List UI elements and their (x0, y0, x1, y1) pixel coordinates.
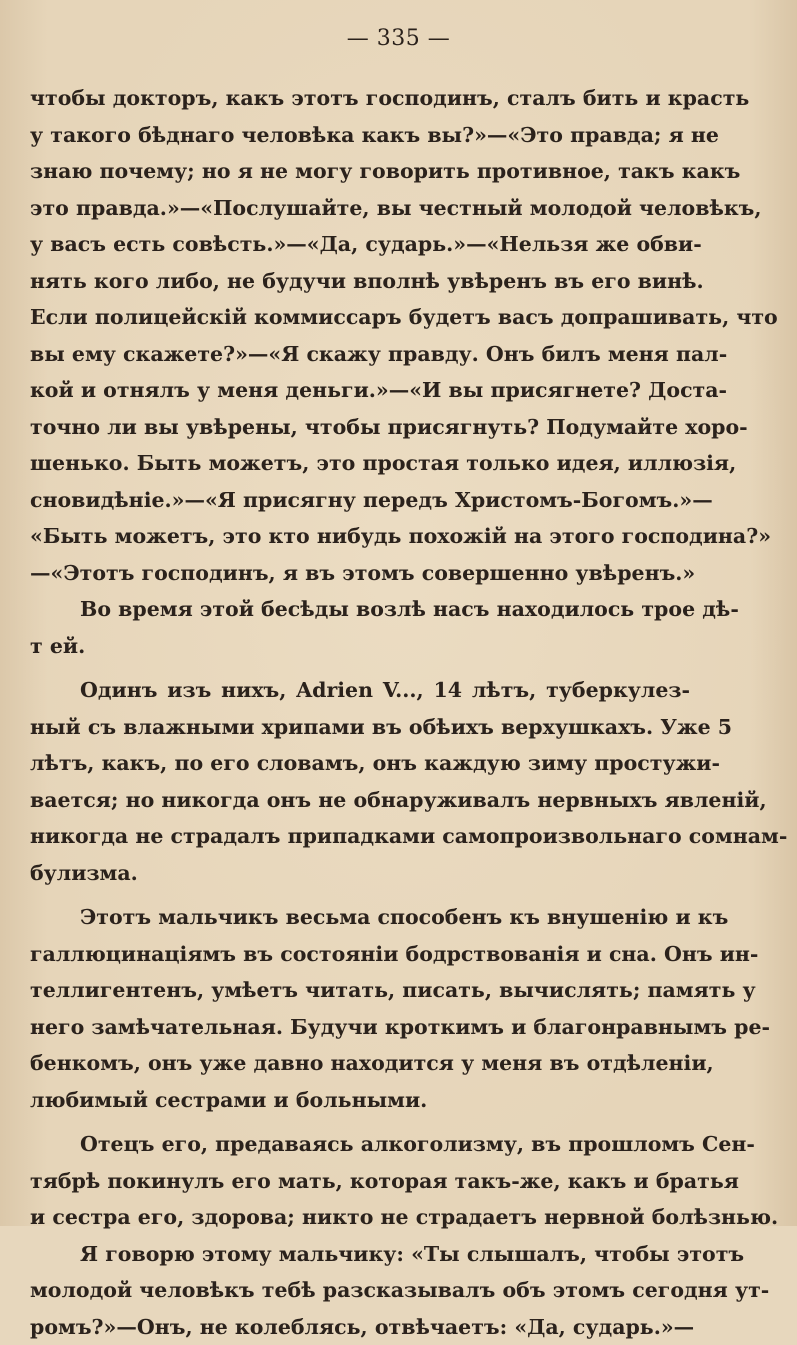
paragraph (30, 591, 690, 664)
text-line: шенько. Быть можетъ, это простая только идея, иллюзія, (30, 445, 690, 482)
text-line: сновидѣніе.»—«Я присягну передъ Христомъ-Богомъ.»— (30, 482, 690, 519)
text-line: никогда не страдалъ припадками самопроизвольнаго сомнам- (30, 818, 690, 855)
text-line: молодой человѣкъ тебѣ разсказывалъ объ этомъ сегодня ут- (30, 1272, 690, 1309)
text-line: Я говорю этому мальчику: «Ты слышалъ, чтобы этотъ (30, 1236, 690, 1273)
text-line: Во время этой бесѣды возлѣ насъ находилось трое дѣ- (30, 591, 690, 628)
text-line: Этотъ мальчикъ весьма способенъ къ внушенію и къ (30, 899, 690, 936)
paragraph (30, 672, 690, 891)
text-line: точно ли вы увѣрены, чтобы присягнуть? Подумайте хоро- (30, 409, 690, 446)
text-line: «Быть можетъ, это кто нибудь похожій на этого господина?» (30, 518, 690, 555)
paragraph-gap (30, 664, 690, 672)
text-line: т ей. (30, 628, 690, 665)
paragraph (30, 899, 690, 1118)
text-line: нять кого либо, не будучи вполнѣ увѣренъ въ его винѣ. (30, 263, 690, 300)
text-line: ный съ влажными хрипами въ обѣихъ верхушкахъ. Уже 5 (30, 709, 690, 746)
text-line: вы ему скажете?»—«Я скажу правду. Онъ билъ меня пал- (30, 336, 690, 373)
body-text (30, 80, 690, 1345)
text-line: и сестра его, здорова; никто не страдаетъ нервной болѣзнью. (30, 1199, 690, 1236)
text-line: Если полицейскій коммиссаръ будетъ васъ допрашивать, что (30, 299, 690, 336)
paragraph (30, 80, 690, 591)
text-line: него замѣчательная. Будучи кроткимъ и благонравнымъ ре- (30, 1009, 690, 1046)
paragraph (30, 1126, 690, 1236)
text-line: тябрѣ покинулъ его мать, которая такъ-же, какъ и братья (30, 1163, 690, 1200)
text-line: теллигентенъ, умѣетъ читать, писать, вычислять; память у (30, 972, 690, 1009)
text-line: Одинъ изъ нихъ, Adrien V..., 14 лѣтъ, туберкулез- (30, 672, 690, 709)
page-number: — 335 — (0, 26, 797, 51)
paragraph (30, 1236, 690, 1345)
text-line: вается; но никогда онъ не обнаруживалъ нервныхъ явленій, (30, 782, 690, 819)
text-line: лѣтъ, какъ, по его словамъ, онъ каждую зиму простужи- (30, 745, 690, 782)
text-line: любимый сестрами и больными. (30, 1082, 690, 1119)
text-line: галлюцинаціямъ въ состояніи бодрствованія и сна. Онъ ин- (30, 936, 690, 973)
text-line: у такого бѣднаго человѣка какъ вы?»—«Это правда; я не (30, 117, 690, 154)
text-line: бенкомъ, онъ уже давно находится у меня въ отдѣленіи, (30, 1045, 690, 1082)
text-line: булизма. (30, 855, 690, 892)
paragraph-gap (30, 1118, 690, 1126)
text-line: это правда.»—«Послушайте, вы честный молодой человѣкъ, (30, 190, 690, 227)
text-line: знаю почему; но я не могу говорить противное, такъ какъ (30, 153, 690, 190)
text-line: чтобы докторъ, какъ этотъ господинъ, сталъ бить и красть (30, 80, 690, 117)
paragraph-gap (30, 891, 690, 899)
text-line: —«Этотъ господинъ, я въ этомъ совершенно увѣренъ.» (30, 555, 690, 592)
text-line: ромъ?»—Онъ, не колеблясь, отвѣчаетъ: «Да, сударь.»— (30, 1309, 690, 1345)
text-line: Отецъ его, предаваясь алкоголизму, въ прошломъ Сен- (30, 1126, 690, 1163)
text-line: у васъ есть совѣсть.»—«Да, сударь.»—«Нельзя же обви- (30, 226, 690, 263)
text-line: кой и отнялъ у меня деньги.»—«И вы присягнете? Доста- (30, 372, 690, 409)
